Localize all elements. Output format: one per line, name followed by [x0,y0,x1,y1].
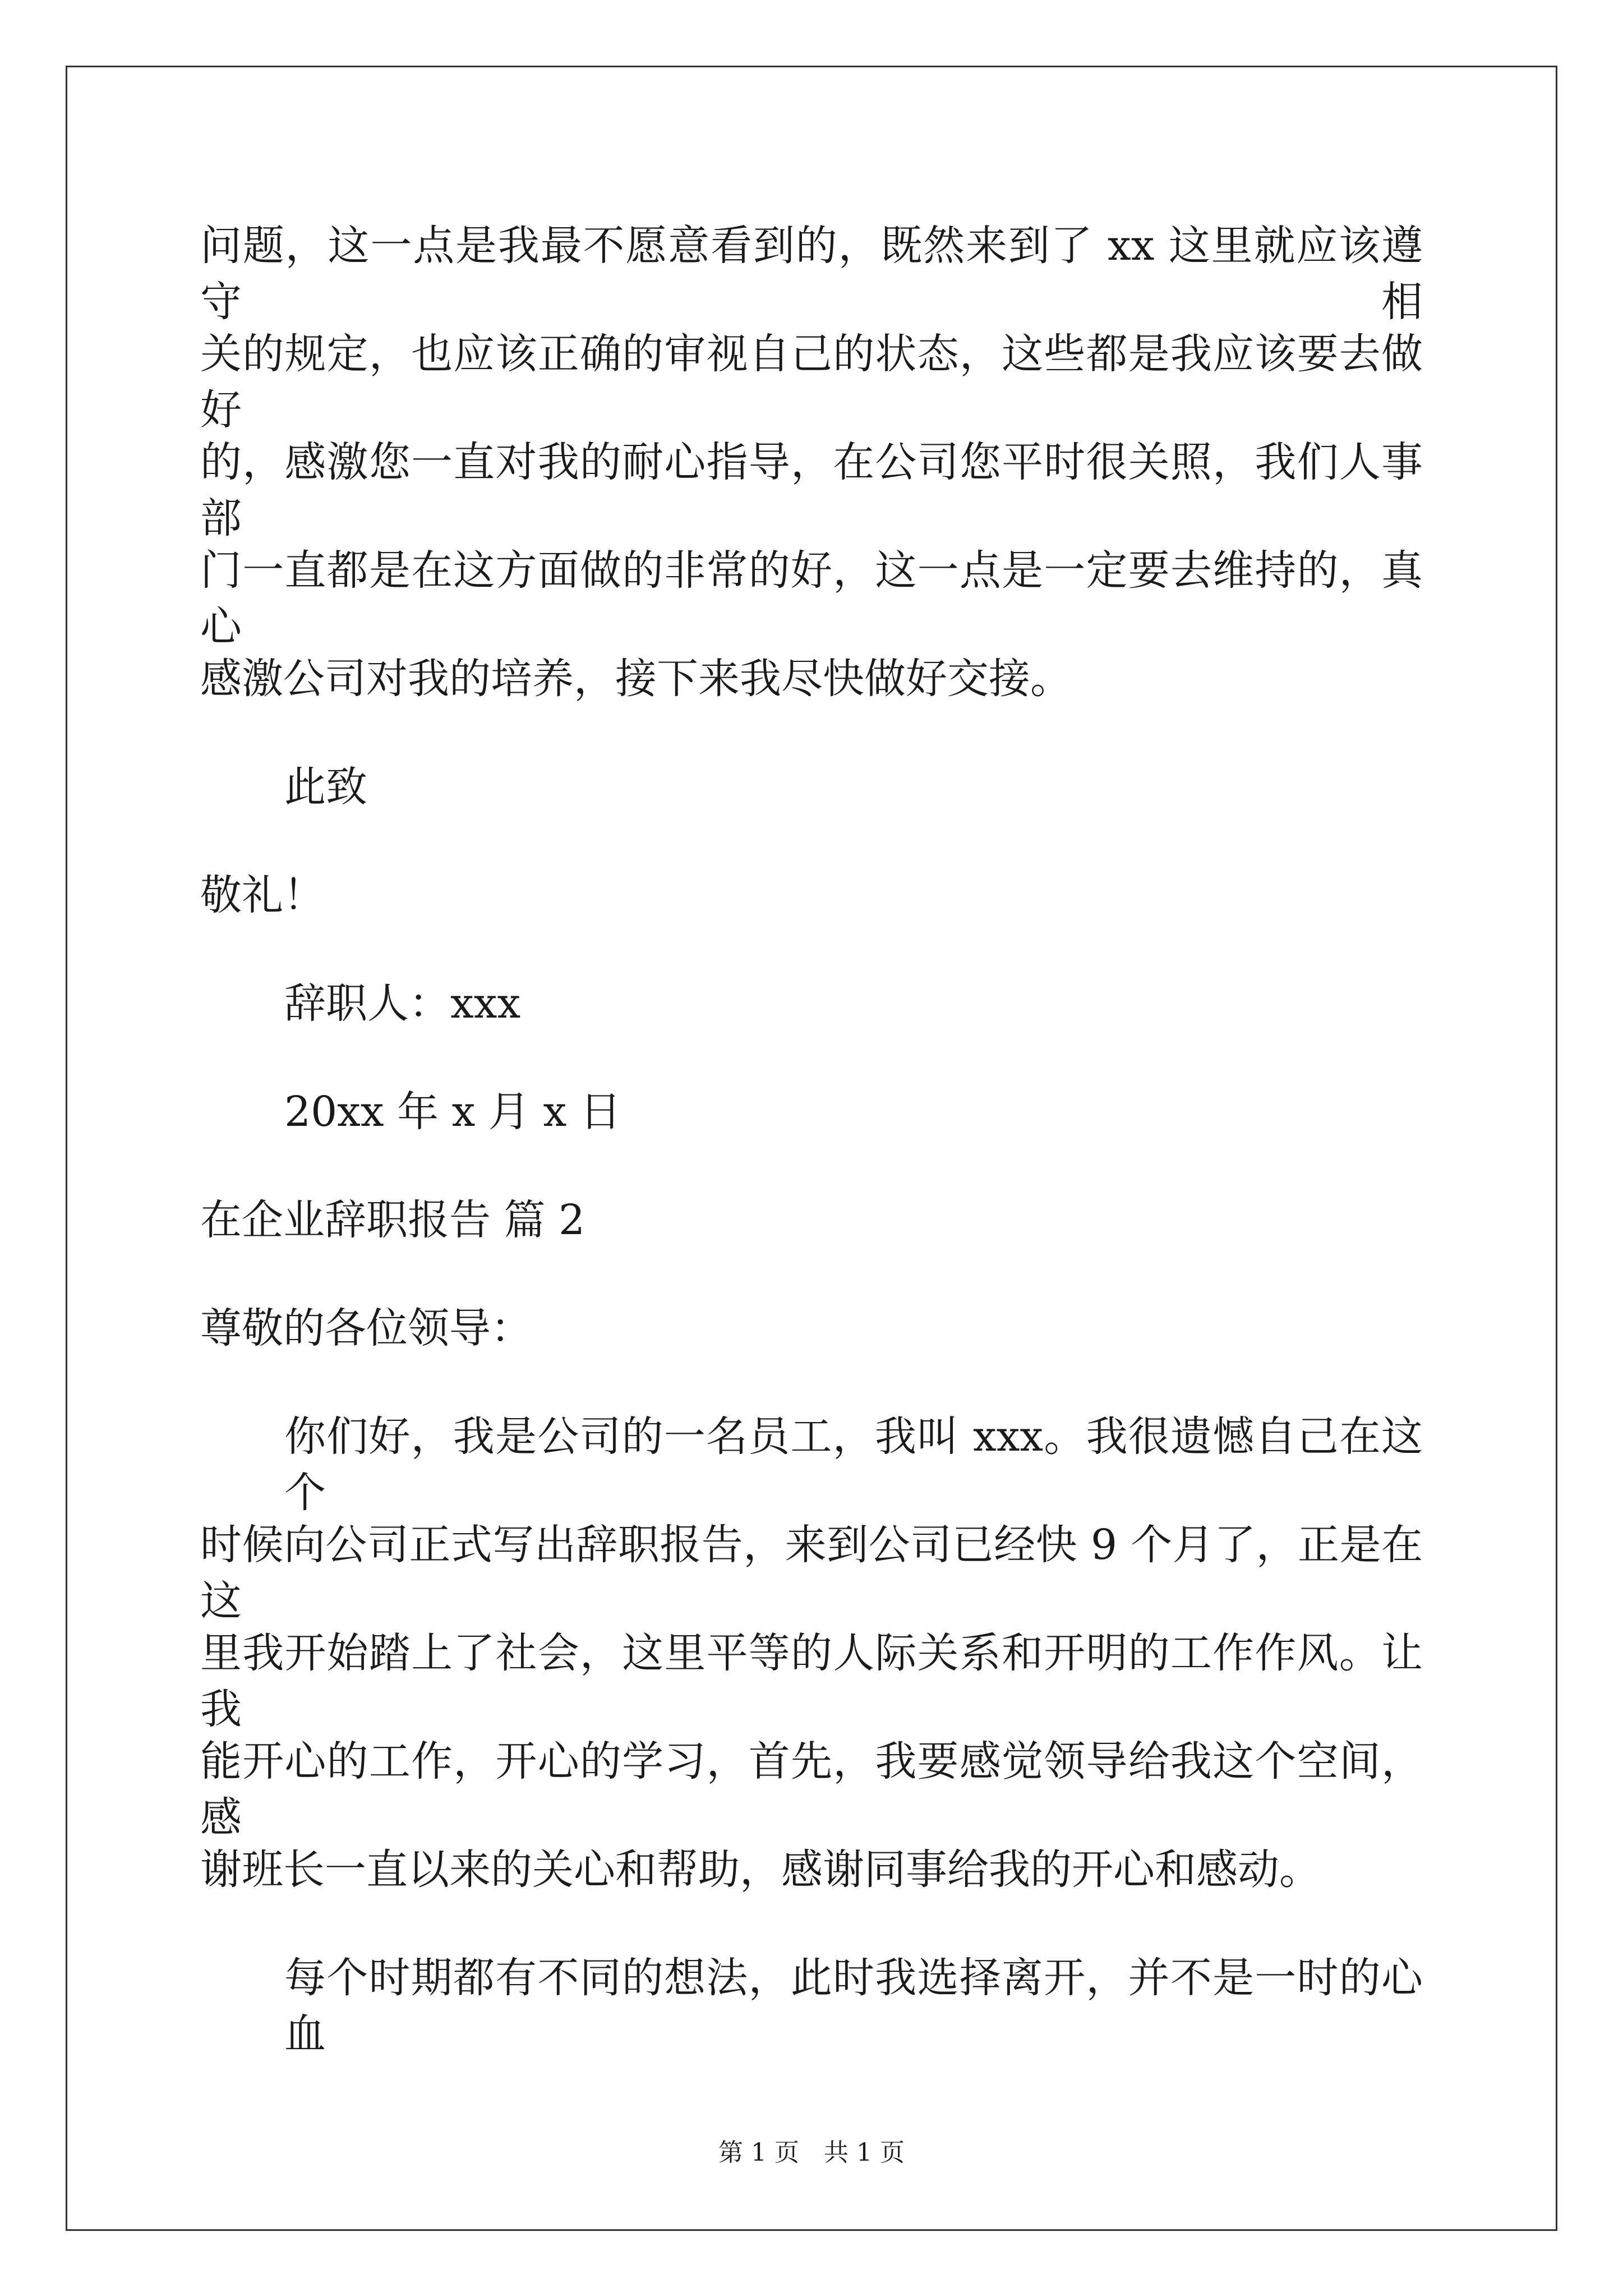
paragraph-line: 感激公司对我的培养，接下来我尽快做好交接。 [200,655,1072,703]
signature-name: 辞职人：xxx [284,979,521,1028]
page-border [66,66,1557,2231]
paragraph-line: 能开心的工作，开心的学习，首先，我要感觉领导给我这个空间，感 [200,1737,1423,1842]
paragraph-line: 时候向公司正式写出辞职报告，来到公司已经快 9 个月了，正是在这 [200,1521,1423,1625]
paragraph-line: 门一直都是在这方面做的非常的好，这一点是一定要去维持的，真心 [200,546,1423,651]
paragraph-line: 的，感激您一直对我的耐心指导，在公司您平时很关照，我们人事部 [200,438,1423,542]
paragraph-line: 关的规定，也应该正确的审视自己的状态，这些都是我应该要去做好 [200,330,1423,434]
paragraph-line: 问题，这一点是我最不愿意看到的，既然来到了 xx 这里就应该遵守相 [200,222,1423,326]
letter-greeting: 尊敬的各位领导： [200,1304,532,1352]
closing-regards: 敬礼！ [200,871,325,919]
paragraph-line: 每个时期都有不同的想法，此时我选择离开，并不是一时的心血 [284,1954,1423,2058]
page-footer: 第 1 页 共 1 页 [718,2138,905,2167]
paragraph-line: 谢班长一直以来的关心和帮助，感谢同事给我的开心和感动。 [200,1846,1321,1894]
section-title: 在企业辞职报告 篇 2 [200,1196,585,1244]
signature-date: 20xx 年 x 月 x 日 [284,1088,621,1136]
closing-salutation: 此致 [284,763,367,811]
paragraph-line: 你们好，我是公司的一名员工，我叫 xxx。我很遗憾自己在这个 [284,1412,1423,1517]
paragraph-line: 里我开始踏上了社会，这里平等的人际关系和开明的工作作风。让我 [200,1629,1423,1733]
